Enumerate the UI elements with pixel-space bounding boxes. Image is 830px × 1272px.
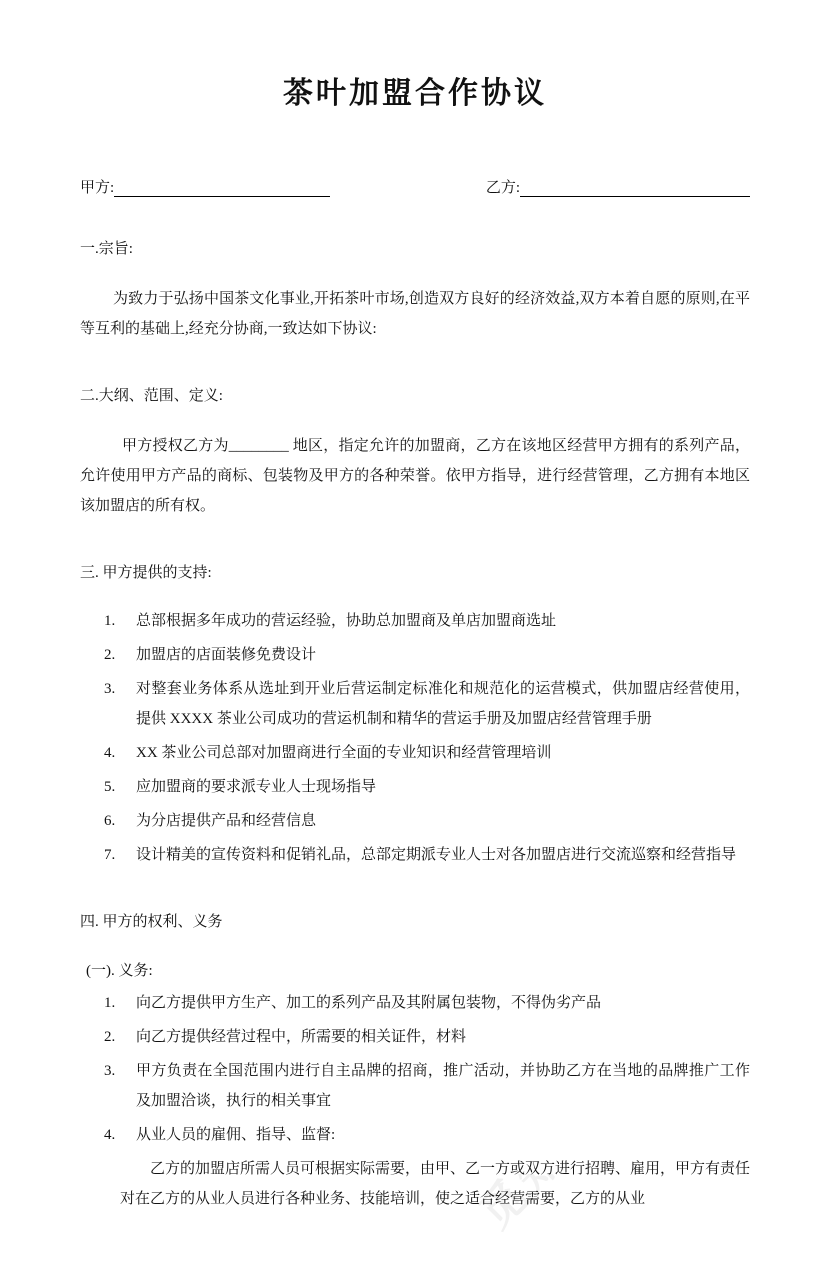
- party-row: [80, 176, 750, 197]
- list-item-text: 向乙方提供甲方生产、加工的系列产品及其附属包装物，不得伪劣产品: [136, 995, 602, 1011]
- list-item: [80, 806, 750, 836]
- section4-continuation-paragraph: 乙方的加盟店所需人员可根据实际需要，由甲、乙一方或双方进行招聘、雇用，甲方有责任对在乙方的从业人员进行各种业务、技能培训，使之适合经营需要，乙方的从业: [120, 1161, 751, 1207]
- list-item: [80, 988, 750, 1018]
- list-item-number: 4.: [104, 1127, 116, 1143]
- list-item: [80, 674, 750, 734]
- section1-paragraph: 为致力于弘扬中国茶文化事业,开拓茶叶市场,创造双方良好的经济效益,双方本着自愿的原则,在平等互利的基础上,经充分协商,一致达如下协议:: [80, 291, 750, 337]
- list-item-text: 为分店提供产品和经营信息: [136, 813, 317, 829]
- list-item: [80, 640, 750, 670]
- list-item-number: 3.: [104, 1063, 116, 1079]
- list-item-text: 从业人员的雇佣、指导、监督:: [136, 1127, 336, 1143]
- party-a: [80, 176, 330, 197]
- list-item-number: 1.: [104, 995, 116, 1011]
- list-item: [80, 1022, 750, 1052]
- party-b: [486, 176, 750, 197]
- document-title: 茶叶加盟合作协议: [283, 77, 547, 110]
- list-item-text: 设计精美的宣传资料和促销礼品，总部定期派专业人士对各加盟店进行交流巡察和经营指导: [136, 847, 737, 863]
- section2-heading: 二.大纲、范围、定义:: [80, 388, 223, 404]
- list-item-text: 甲方负责在全国范围内进行自主品牌的招商，推广活动，并协助乙方在当地的品牌推广工作及加盟洽谈，执行的相关事宜: [136, 1063, 750, 1109]
- list-item-number: 2.: [104, 647, 116, 663]
- party-a-blank-line: [114, 180, 330, 197]
- section4-subheading: (一). 义务:: [86, 963, 153, 979]
- list-item-number: 5.: [104, 779, 116, 795]
- list-item-text: 对整套业务体系从选址到开业后营运制定标准化和规范化的运营模式，供加盟店经营使用，提供 XXXX 茶业公司成功的营运机制和精华的营运手册及加盟店经营管理手册: [136, 681, 750, 727]
- list-item-text: 向乙方提供经营过程中，所需要的相关证件，材料: [136, 1029, 467, 1045]
- section4-heading: 四. 甲方的权利、义务: [80, 914, 223, 930]
- section4-list: [80, 988, 750, 1150]
- list-item-number: 6.: [104, 813, 116, 829]
- list-item: [80, 1120, 750, 1150]
- list-item-text: XX 茶业公司总部对加盟商进行全面的专业知识和经营管理培训: [136, 745, 552, 761]
- section1-heading: 一.宗旨:: [80, 241, 133, 257]
- list-item: [80, 738, 750, 768]
- list-item-text: 应加盟商的要求派专业人士现场指导: [136, 779, 377, 795]
- list-item: [80, 1056, 750, 1116]
- section3-heading: 三. 甲方提供的支持:: [80, 565, 212, 581]
- list-item-number: 1.: [104, 613, 116, 629]
- section2-paragraph: 甲方授权乙方为________ 地区，指定允许的加盟商，乙方在该地区经营甲方拥有的系列产品，允许使用甲方产品的商标、包装物及甲方的各种荣誉。依甲方指导，进行经营管理，乙方拥有本地区该加盟店的所有权。: [80, 438, 750, 514]
- list-item-text: 总部根据多年成功的营运经验，协助总加盟商及单店加盟商选址: [136, 613, 557, 629]
- list-item-number: 4.: [104, 745, 116, 761]
- list-item: [80, 840, 750, 870]
- list-item: [80, 772, 750, 802]
- party-a-label: 甲方:: [80, 180, 115, 196]
- party-b-label: 乙方:: [485, 180, 520, 196]
- list-item-number: 7.: [104, 847, 116, 863]
- list-item: [80, 606, 750, 636]
- section3-list: [80, 606, 750, 870]
- party-b-blank-line: [520, 180, 750, 197]
- list-item-text: 加盟店的店面装修免费设计: [136, 647, 317, 663]
- list-item-number: 2.: [104, 1029, 116, 1045]
- list-item-number: 3.: [104, 681, 116, 697]
